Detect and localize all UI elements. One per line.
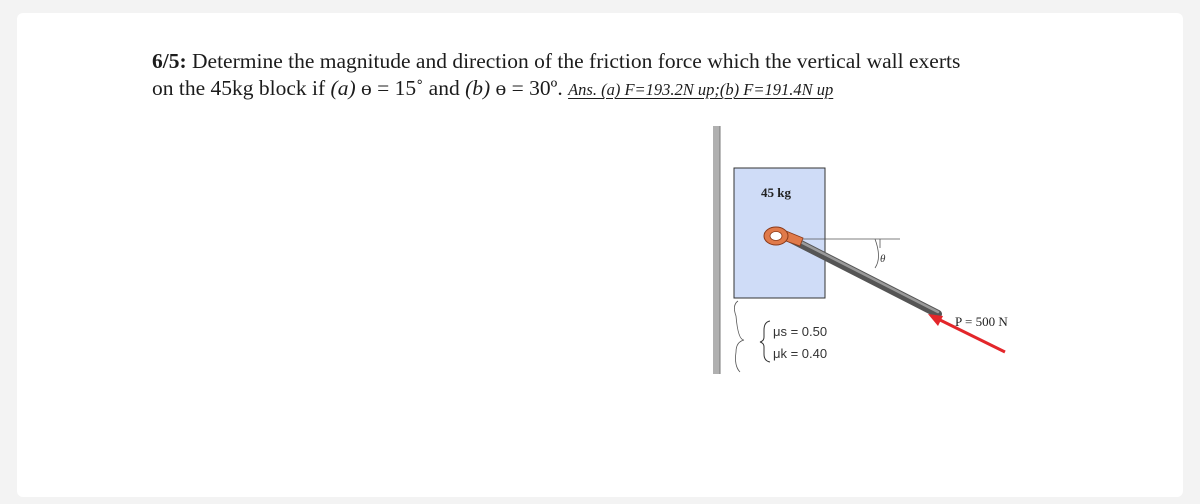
kinetic-friction-label: μk = 0.40 <box>773 346 828 361</box>
static-friction-label: μs = 0.50 <box>773 324 828 339</box>
problem-number: 6/5: <box>152 49 187 73</box>
answer-text: Ans. (a) F=193.2N up;(b) F=191.4N up <box>568 80 834 99</box>
vertical-wall <box>713 126 720 374</box>
part-b-label: (b) <box>465 76 491 100</box>
part-a-label: (a) <box>330 76 356 100</box>
angle-label: θ <box>880 253 886 265</box>
curly-brace <box>760 321 770 362</box>
problem-text-line-1: Determine the magnitude and direction of the friction force which the vertical wall exerts <box>186 49 961 73</box>
problem-text-line-2: on the 45kg block if <box>152 76 331 100</box>
mass-label: 45 kg <box>761 185 791 200</box>
eye-hole <box>770 232 782 241</box>
force-label: P = 500 N <box>955 314 1008 329</box>
angle-arc <box>875 239 879 268</box>
bracket-line <box>734 301 744 372</box>
condition-b: ɵ = 30º. <box>490 76 569 100</box>
force-arrowhead <box>928 314 943 326</box>
condition-a: ɵ = 15˚ and <box>355 76 466 100</box>
